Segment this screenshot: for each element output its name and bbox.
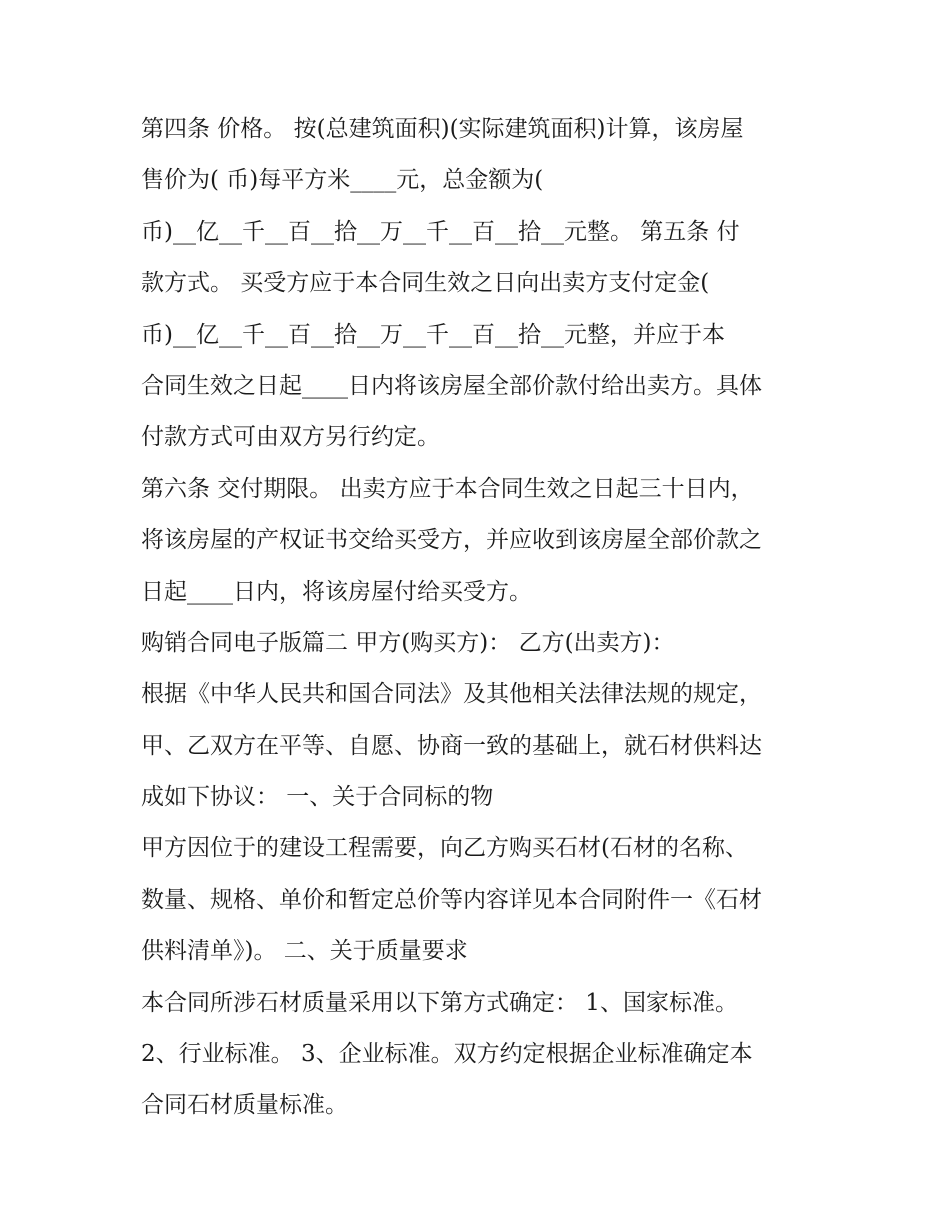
text-line: 将该房屋的产权证书交给买受方，并应收到该房屋全部价款之 (141, 527, 762, 554)
text-line: 本合同所涉石材质量采用以下第方式确定： 1、国家标准。 (141, 989, 738, 1016)
text-line: 供料清单》)。 二、关于质量要求 (141, 938, 468, 965)
document-body (141, 104, 821, 1132)
text-line: 款方式。 买受方应于本合同生效之日向出卖方支付定金( (141, 270, 710, 297)
text-line: 第四条 价格。 按(总建筑面积)(实际建筑面积)计算，该房屋 (141, 116, 744, 142)
text-line: 成如下协议： 一、关于合同标的物 (141, 784, 494, 811)
text-line: 付款方式可由双方另行约定。 (141, 424, 440, 451)
text-line: 日起____日内，将该房屋付给买受方。 (141, 578, 532, 605)
text-line: 币)__亿__千__百__拾__万__千__百__拾__元整，并应于本 (141, 321, 725, 348)
text-line: 第六条 交付期限。 出卖方应于本合同生效之日起三十日内， (141, 475, 754, 502)
text-line: 2、行业标准。 3、企业标准。双方约定根据企业标准确定本 (141, 1041, 753, 1068)
text-line: 甲方因位于的建设工程需要，向乙方购买石材(石材的名称、 (141, 835, 748, 862)
text-line: 合同石材质量标准。 (141, 1092, 348, 1119)
text-line: 甲、乙双方在平等、自愿、协商一致的基础上，就石材供料达 (141, 732, 762, 759)
text-line: 合同生效之日起____日内将该房屋全部价款付给出卖方。具体 (141, 372, 762, 399)
text-line: 售价为( 币)每平方米____元，总金额为( (141, 167, 544, 194)
text-line: 币)__亿__千__百__拾__万__千__百__拾__元整。 第五条 付 (141, 218, 740, 245)
text-line: 数量、规格、单价和暂定总价等内容详见本合同附件一《石材 (141, 886, 762, 913)
text-line: 根据《中华人民共和国合同法》及其他相关法律法规的规定， (141, 681, 762, 708)
text-line: 购销合同电子版篇二 甲方(购买方)： 乙方(出卖方)： (141, 629, 675, 656)
